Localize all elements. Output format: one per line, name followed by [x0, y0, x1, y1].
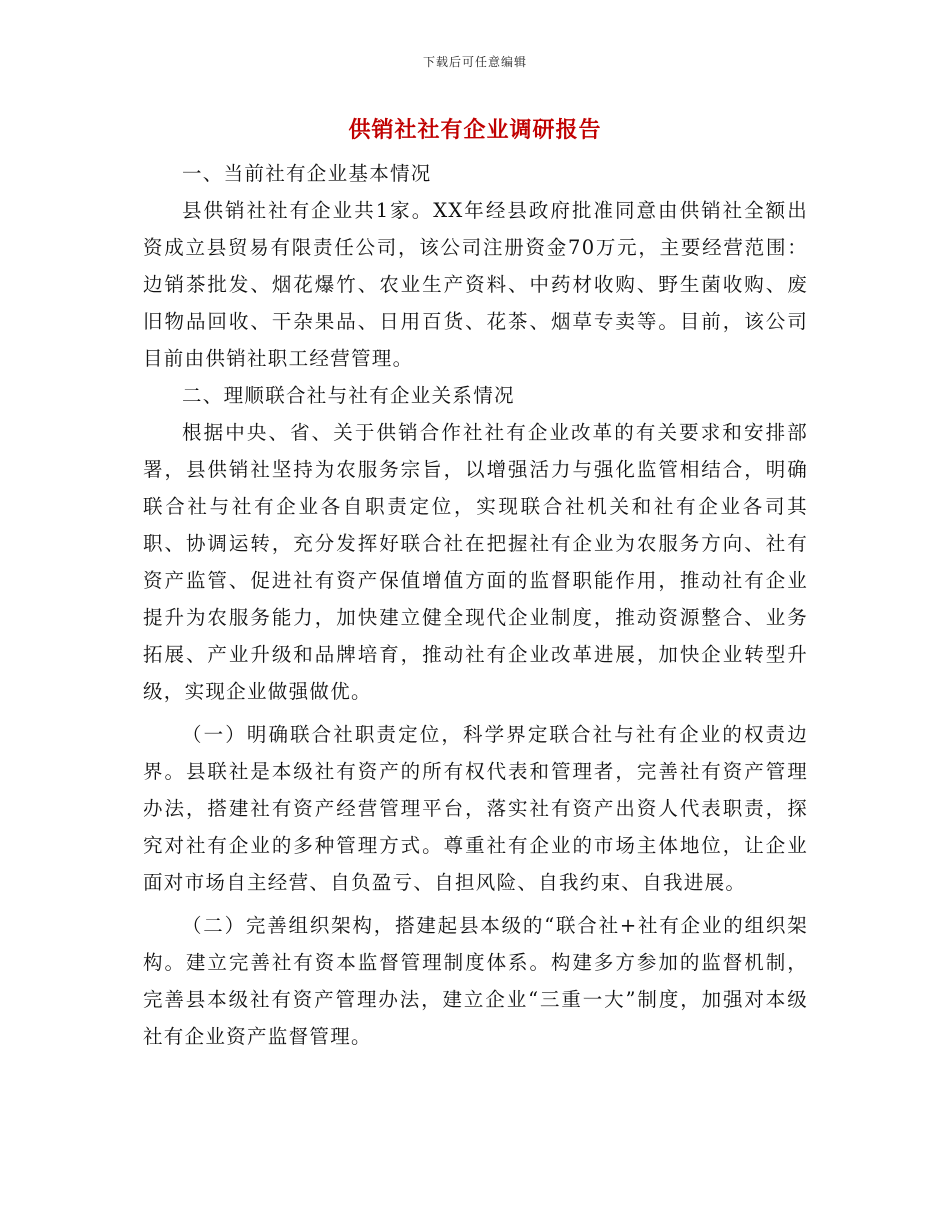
- section-heading-2: 二、理顺联合社与社有企业关系情况: [182, 384, 515, 407]
- document-title: 供销社社有企业调研报告: [348, 117, 602, 143]
- paragraph-1: 县供销社社有企业共1家。XX年经县政府批准同意由供销社全额出资成立县贸易有限责任公司，该公司注册资金70万元，主要经营范围：边销茶批发、烟花爆竹、农业生产资料、中药材收购、野生菌收购、废旧物品回收、干杂果品、日用百货、花茶、烟草专卖等。目前，该公司目前由供销社职工经营管理。: [143, 199, 808, 370]
- paragraph-2: 根据中央、省、关于供销合作社社有企业改革的有关要求和安排部署，县供销社坚持为农服务宗旨，以增强活力与强化监管相结合，明确联合社与社有企业各自职责定位，实现联合社机关和社有企业各司其职、协调运转，充分发挥好联合社在把握社有企业为农服务方向、社有资产监管、促进社有资产保值增值方面的监督职能作用，推动社有企业提升为农服务能力，加快建立健全现代企业制度，推动资源整合、业务拓展、产业升级和品牌培育，推动社有企业改革进展，加快企业转型升级，实现企业做强做优。: [143, 421, 808, 703]
- paragraph-4: （二）完善组织架构，搭建起县本级的“联合社+社有企业的组织架构。建立完善社有资本监督管理制度体系。构建多方参加的监督机制，完善县本级社有资产管理办法，建立企业“三重一大”制度，加强对本级社有企业资产监督管理。: [143, 914, 808, 1048]
- document-body: [143, 155, 808, 1055]
- page-header-note: 下载后可任意编辑: [422, 55, 527, 69]
- section-heading-1: 一、当前社有企业基本情况: [182, 162, 432, 185]
- paragraph-3: （一）明确联合社职责定位，科学界定联合社与社有企业的权责边界。县联社是本级社有资产的所有权代表和管理者，完善社有资产管理办法，搭建社有资产经营管理平台，落实社有资产出资人代表职责，探究对社有企业的多种管理方式。尊重社有企业的市场主体地位，让企业面对市场自主经营、自负盈亏、自担风险、自我约束、自我进展。: [143, 723, 808, 894]
